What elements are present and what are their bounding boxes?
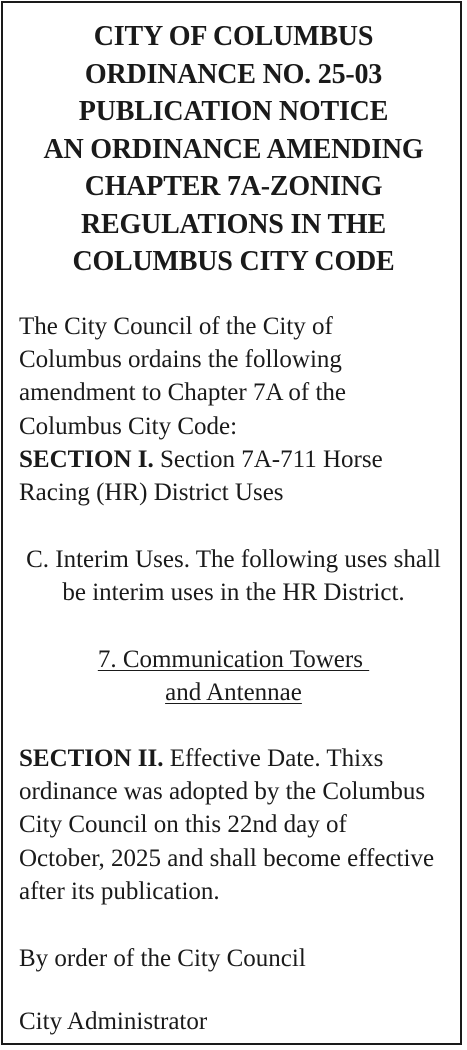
intro-line: amendment to Chapter 7A of the <box>19 379 347 407</box>
interim-uses-paragraph <box>0 543 467 609</box>
section-2-line: City Council on this 22nd day of <box>19 811 347 839</box>
signature-line: City Administrator <box>19 1008 208 1035</box>
section-2-line: ordinance was adopted by the Columbus <box>19 778 426 806</box>
intro-line: Columbus City Code: <box>19 412 238 440</box>
intro-paragraph <box>19 310 383 509</box>
heading-line: REGULATIONS IN THE <box>80 208 386 240</box>
order-line: By order of the City Council <box>19 945 306 972</box>
item-7-line <box>0 676 467 709</box>
section-2-paragraph <box>19 742 434 908</box>
section-2-line: after its publication. <box>19 877 220 905</box>
heading-line: ORDINANCE NO. 25-03 <box>84 58 383 90</box>
heading-line: COLUMBUS CITY CODE <box>72 246 395 277</box>
item-7-text: and Antennae <box>165 679 302 707</box>
interim-line: C. Interim Uses. The following uses shall <box>26 546 441 573</box>
section-2-label: SECTION II. <box>19 745 164 772</box>
heading-line: CITY OF COLUMBUS <box>93 21 374 52</box>
intro-line: Columbus ordains the following <box>19 346 342 374</box>
heading-line: PUBLICATION NOTICE <box>78 96 389 127</box>
interim-line: be interim uses in the HR District. <box>62 579 405 607</box>
section-1-line <box>19 443 383 476</box>
section-2-line <box>19 742 434 775</box>
section-1-line: Racing (HR) District Uses <box>19 479 284 507</box>
section-2-line: October, 2025 and shall become effective <box>19 844 435 872</box>
intro-line: The City Council of the City of <box>19 313 333 340</box>
item-7-paragraph <box>0 643 467 709</box>
notice-heading <box>0 18 467 281</box>
section-1-text: Section 7A-711 Horse <box>153 445 383 473</box>
heading-line: CHAPTER 7A-ZONING <box>84 171 383 202</box>
item-7-text: 7. Communication Towers <box>97 646 370 673</box>
section-1-label: SECTION I. <box>19 445 154 473</box>
section-2-text: Effective Date. Thixs <box>163 745 384 772</box>
heading-line: AN ORDINANCE AMENDING <box>43 133 424 165</box>
item-7-line <box>0 643 467 676</box>
